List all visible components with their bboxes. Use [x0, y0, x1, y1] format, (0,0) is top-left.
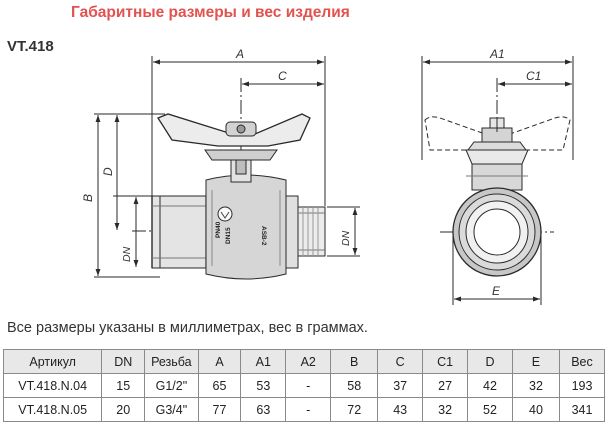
cell-c1: 27	[423, 374, 468, 398]
cell-thread: G1/2"	[145, 374, 198, 398]
dim-DN-left-label: DN	[121, 246, 133, 262]
cell-e: 32	[512, 374, 559, 398]
cell-d: 42	[468, 374, 513, 398]
units-note: Все размеры указаны в миллиметрах, вес в граммах.	[7, 320, 368, 336]
cell-c1: 32	[423, 398, 468, 422]
cell-e: 40	[512, 398, 559, 422]
cell-thread: G3/4"	[145, 398, 198, 422]
cell-dn: 20	[102, 398, 145, 422]
dim-B-label: B	[81, 193, 95, 202]
cell-b: 58	[331, 374, 378, 398]
table-row	[4, 398, 605, 422]
header-b: B	[331, 350, 378, 374]
cell-a2: -	[286, 374, 331, 398]
header-c: C	[378, 350, 423, 374]
model-title: VT.418	[7, 38, 54, 55]
header-article: Артикул	[4, 350, 102, 374]
cell-c: 37	[378, 374, 423, 398]
cell-a1: 63	[241, 398, 286, 422]
cell-article: VT.418.N.04	[4, 374, 102, 398]
dim-C-label: C	[278, 69, 287, 83]
side-view	[94, 56, 360, 279]
header-a2: A2	[286, 350, 331, 374]
marking-side: ASB-2	[260, 226, 267, 246]
cell-b: 72	[331, 398, 378, 422]
marking-pressure: PN40	[215, 221, 222, 238]
header-e: E	[512, 350, 559, 374]
cell-dn: 15	[102, 374, 145, 398]
cell-a1: 53	[241, 374, 286, 398]
dim-C1-label: C1	[526, 69, 542, 83]
dim-D-label: D	[101, 167, 115, 176]
header-a1: A1	[241, 350, 286, 374]
cell-weight: 193	[560, 374, 605, 398]
header-d: D	[468, 350, 513, 374]
cell-c: 43	[378, 398, 423, 422]
marking-diameter: DN15	[225, 227, 232, 244]
front-view	[422, 56, 573, 305]
dim-DN-right-label: DN	[340, 230, 352, 246]
dim-A-label: A	[236, 47, 245, 61]
cell-a: 65	[198, 374, 241, 398]
dim-E-label: E	[492, 284, 501, 298]
table-row	[4, 374, 605, 398]
header-dn: DN	[102, 350, 145, 374]
header-thread: Резьба	[145, 350, 198, 374]
header-weight: Вес	[560, 350, 605, 374]
table-header-row	[4, 350, 605, 374]
cell-a: 77	[198, 398, 241, 422]
cell-article: VT.418.N.05	[4, 398, 102, 422]
specs-table	[3, 349, 605, 422]
cell-weight: 341	[560, 398, 605, 422]
header-a: A	[198, 350, 241, 374]
cell-d: 52	[468, 398, 513, 422]
cell-a2: -	[286, 398, 331, 422]
page-heading: Габаритные размеры и вес изделия	[71, 4, 350, 21]
dim-A1-label: A1	[490, 47, 505, 61]
header-c1: C1	[423, 350, 468, 374]
